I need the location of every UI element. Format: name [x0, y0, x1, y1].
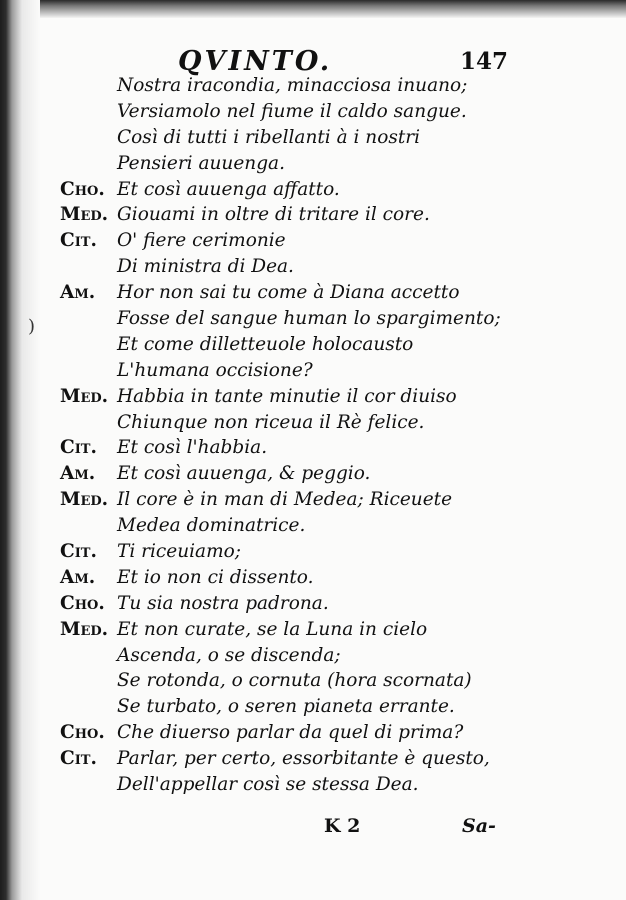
- text-line: [60, 280, 500, 306]
- speaker-label: Med.: [60, 489, 109, 511]
- speaker-label: Am.: [60, 463, 96, 485]
- speaker-label: Cit.: [60, 748, 97, 770]
- text-line: [60, 746, 500, 772]
- text-line: [60, 591, 500, 617]
- binding-gutter: [0, 0, 40, 900]
- speech-text: Hor non sai tu come à Diana accetto: [117, 282, 460, 304]
- speaker-label: Cho.: [60, 722, 105, 744]
- text-line: [60, 358, 500, 384]
- page-footer: [60, 815, 510, 841]
- speaker-label: Med.: [60, 385, 109, 407]
- text-line: [60, 772, 500, 798]
- margin-mark: ): [28, 316, 36, 337]
- text-line: [60, 151, 500, 177]
- catchword: Sa-: [462, 815, 496, 837]
- speech-text: Ti riceuiamo;: [117, 541, 241, 563]
- text-line: [60, 513, 500, 539]
- speech-text: Chiunque non riceua il Rè felice.: [117, 411, 425, 433]
- text-line: [60, 720, 500, 746]
- speech-text: Dell'appellar così se stessa Dea.: [117, 774, 419, 796]
- text-line: [60, 332, 500, 358]
- speech-text: Parlar, per certo, essorbitante è questo,: [117, 748, 490, 770]
- text-line: [60, 565, 500, 591]
- text-line: [60, 202, 500, 228]
- speaker-label: Am.: [60, 566, 96, 588]
- speaker-label: Cho.: [60, 592, 105, 614]
- speech-text: Fosse del sangue human lo spargimento;: [117, 308, 501, 330]
- speaker-label: Am.: [60, 282, 96, 304]
- text-line: [60, 254, 500, 280]
- speech-text: Di ministra di Dea.: [117, 256, 294, 278]
- speech-text: Et non curate, se la Luna in cielo: [117, 618, 428, 640]
- text-line: [60, 306, 500, 332]
- speech-text: Ascenda, o se discenda;: [117, 644, 341, 666]
- speech-text: Et così auuenga affatto.: [117, 178, 340, 200]
- text-line: [60, 125, 500, 151]
- speech-text: Versiamolo nel fiume il caldo sangue.: [117, 100, 467, 122]
- speaker-label: Cit.: [60, 541, 97, 563]
- speaker-label: Med.: [60, 204, 109, 226]
- text-line: [60, 643, 500, 669]
- dialogue-text: [60, 73, 500, 798]
- speech-text: Et io non ci dissento.: [117, 566, 314, 588]
- speech-text: Se turbato, o seren pianeta errante.: [117, 696, 455, 718]
- text-line: [60, 668, 500, 694]
- speech-text: Tu sia nostra padrona.: [117, 592, 329, 614]
- speaker-label: Med.: [60, 618, 109, 640]
- text-line: [60, 487, 500, 513]
- text-line: [60, 461, 500, 487]
- speech-text: Pensieri auuenga.: [117, 152, 285, 174]
- text-line: [60, 177, 500, 203]
- speech-text: Et come dilletteuole holocausto: [117, 333, 414, 355]
- text-line: [60, 99, 500, 125]
- speech-text: Et così l'habbia.: [117, 437, 268, 459]
- speaker-label: Cho.: [60, 178, 105, 200]
- speech-text: Medea dominatrice.: [117, 515, 306, 537]
- text-line: [60, 617, 500, 643]
- speech-text: Che diuerso parlar da quel di prima?: [117, 722, 464, 744]
- text-line: [60, 694, 500, 720]
- text-line: [60, 228, 500, 254]
- speech-text: Così di tutti i ribellanti à i nostri: [117, 126, 421, 148]
- speech-text: L'humana occisione?: [117, 359, 313, 381]
- text-line: [60, 410, 500, 436]
- speech-text: Se rotonda, o cornuta (hora scornata): [117, 670, 472, 692]
- speech-text: Giouami in oltre di tritare il core.: [117, 204, 430, 226]
- speech-text: O' fiere cerimonie: [117, 230, 286, 252]
- speech-text: Habbia in tante minutie il cor diuiso: [117, 385, 457, 407]
- signature-mark: K 2: [324, 815, 361, 837]
- text-line: [60, 384, 500, 410]
- page-number: 147: [460, 48, 509, 75]
- speaker-label: Cit.: [60, 230, 97, 252]
- page-header: [160, 46, 540, 76]
- speech-text: Il core è in man di Medea; Riceuete: [117, 489, 453, 511]
- speech-text: Nostra iracondia, minacciosa inuano;: [117, 75, 468, 96]
- speaker-label: Cit.: [60, 437, 97, 459]
- speech-text: Et così auuenga, & peggio.: [117, 463, 371, 485]
- page-top-edge: [0, 0, 626, 18]
- text-line: [60, 73, 500, 99]
- running-head: QVINTO.: [178, 46, 333, 77]
- text-line: [60, 539, 500, 565]
- text-line: [60, 435, 500, 461]
